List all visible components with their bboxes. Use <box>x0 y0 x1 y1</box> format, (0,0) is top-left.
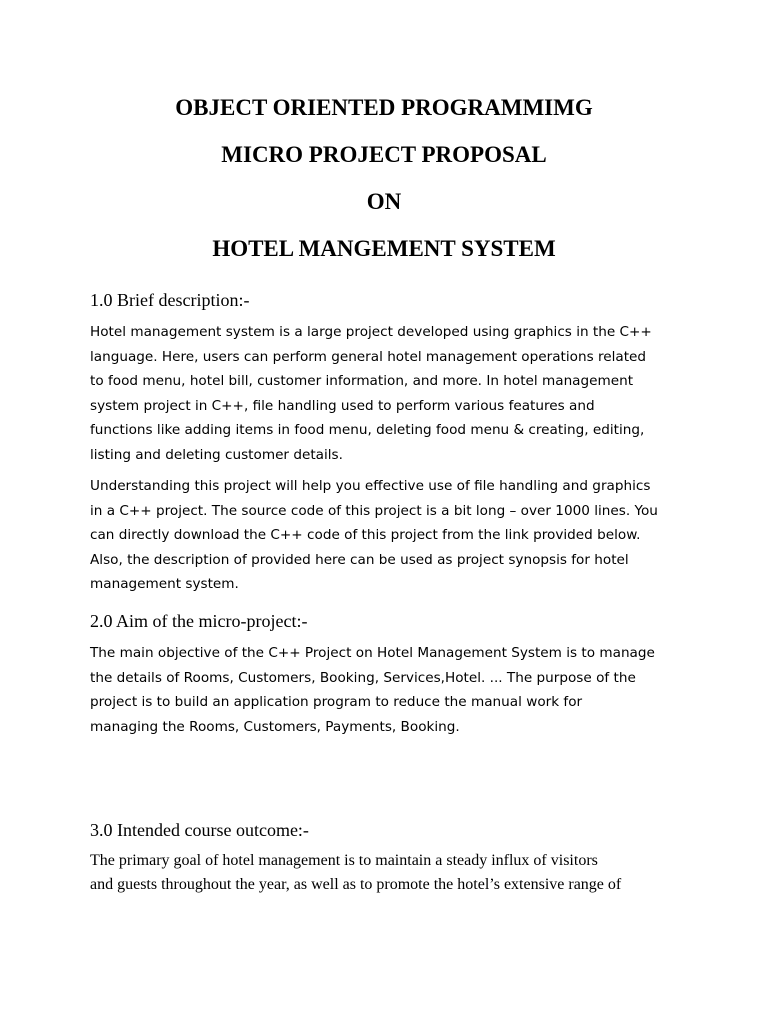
section-3-heading: 3.0 Intended course outcome:- <box>90 820 309 840</box>
text-line: project is to build an application program to reduce the manual work for <box>90 694 583 710</box>
document-title <box>0 96 768 284</box>
text-line: functions like adding items in food menu, deleting food menu & creating, editing, <box>90 422 645 438</box>
text-line: The main objective of the C++ Project on Hotel Management System is to manage <box>90 645 655 661</box>
section-1-paragraph-1 <box>90 320 690 467</box>
text-line: can directly download the C++ code of this project from the link provided below. <box>90 527 641 543</box>
text-line: Also, the description of provided here can be used as project synopsis for hotel <box>90 551 629 568</box>
text-line: Understanding this project will help you effective use of file handling and graphics <box>90 478 651 494</box>
text-line: managing the Rooms, Customers, Payments, Booking. <box>90 718 460 735</box>
title-line-4: HOTEL MANGEMENT SYSTEM <box>212 236 556 261</box>
section-2-heading: 2.0 Aim of the micro-project:- <box>90 611 308 631</box>
section-3-paragraph-1 <box>90 849 690 897</box>
section-1-heading: 1.0 Brief description:- <box>90 290 250 310</box>
text-line: and guests throughout the year, as well as to promote the hotel’s extensive range of <box>90 876 622 893</box>
title-line-2: MICRO PROJECT PROPOSAL <box>221 142 547 167</box>
text-line: management system. <box>90 576 239 592</box>
text-line: to food menu, hotel bill, customer information, and more. In hotel management <box>90 373 634 389</box>
text-line: language. Here, users can perform general hotel management operations related <box>90 348 647 365</box>
text-line: The primary goal of hotel management is to maintain a steady influx of visitors <box>90 852 598 869</box>
section-2-paragraph-1 <box>90 641 690 739</box>
text-line: the details of Rooms, Customers, Booking, Services,Hotel. ... The purpose of the <box>90 669 636 686</box>
text-line: Hotel management system is a large project developed using graphics in the C++ <box>90 324 652 340</box>
section-1-paragraph-2 <box>90 474 690 597</box>
title-line-1: OBJECT ORIENTED PROGRAMMIMG <box>175 95 593 120</box>
text-line: in a C++ project. The source code of this project is a bit long – over 1000 lines. You <box>90 502 658 519</box>
text-line: system project in C++, file handling used to perform various features and <box>90 397 595 414</box>
text-line: listing and deleting customer details. <box>90 446 343 463</box>
title-line-3: ON <box>366 189 402 214</box>
